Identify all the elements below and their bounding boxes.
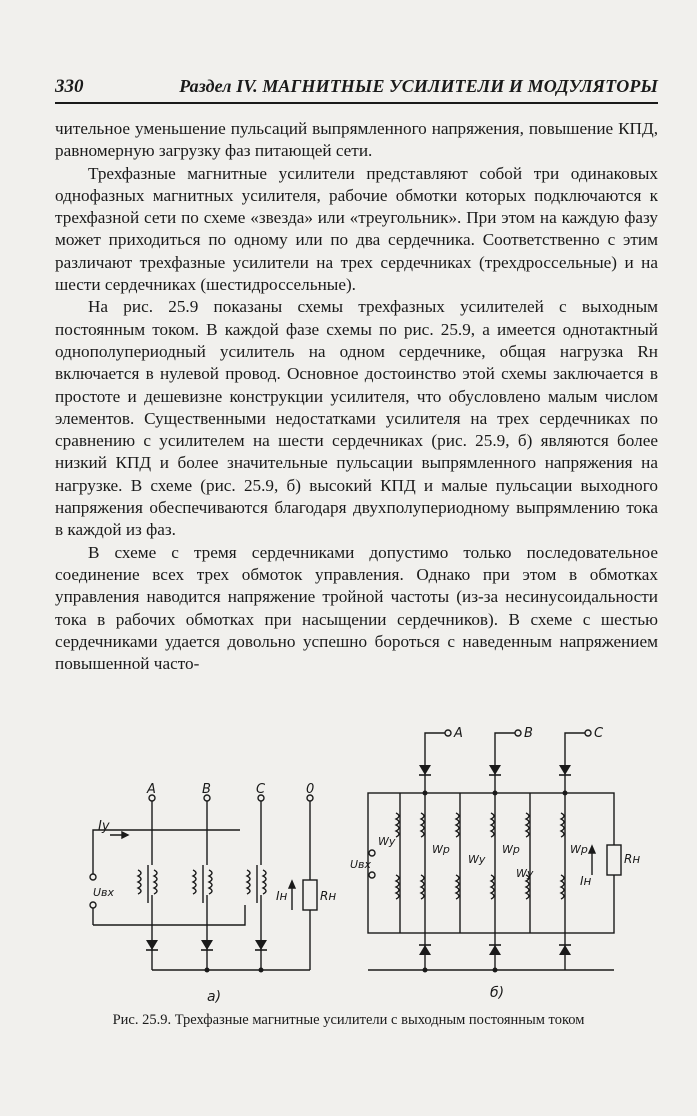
label-phase-a: A [454, 726, 463, 741]
label-neutral: 0 [306, 782, 315, 797]
label-phase-b: B [202, 782, 211, 797]
figure-caption: Рис. 25.9. Трехфазные магнитные усилители с выходным постоянным током [112, 1012, 585, 1028]
label-control-winding: Wy [378, 835, 396, 848]
label-work-winding: Wp [570, 843, 588, 856]
label-control-current: Iy [98, 819, 110, 834]
label-phase-b: B [524, 726, 533, 741]
page-header [55, 76, 658, 104]
diode [559, 945, 571, 955]
circuit-diagrams [0, 705, 697, 1025]
diode [201, 940, 213, 950]
label-load: Rн [624, 852, 641, 866]
label-phase-c: C [256, 782, 266, 797]
diode [146, 940, 158, 950]
label-sub-b: б) [490, 985, 505, 1001]
diode [489, 945, 501, 955]
label-phase-c: C [594, 726, 604, 741]
diode [419, 945, 431, 955]
label-load-current: Iн [580, 874, 592, 888]
paragraph: чительное уменьшение пульсаций выпрямленного напряжения, повышение КПД, равномерную загрузку фаз питающей сети. [55, 119, 658, 161]
diode [489, 765, 501, 775]
label-control-winding: Wy [468, 853, 486, 866]
paragraph: На рис. 25.9 показаны схемы трехфазных усилителей с выходным постоянным током. В каждой фазе схемы по рис. 25.9, а имеется однотактный однополупериодный усилитель на одном сердечнике, общая нагрузка Rн включается в нулевой провод. Основное достоинство этой схемы заключается в простоте и дешевизне конструкции усилителя, что обусловлено малым числом элементов. Существенными недостатками усилителя на трех сердечниках по сравнению с усилителем на шести сердечниках (рис. 25.9, б) являются более низкий КПД и более значительные пульсации выпрямленного напряжения на нагрузке. В схеме (рис. 25.9, б) высокий КПД и малые пульсации выходного напряжения обеспечиваются благодаря двухполупериодному выпрямлению тока в каждой из фаз. [55, 297, 658, 540]
label-load: Rн [320, 889, 337, 903]
label-phase-a: A [147, 782, 156, 797]
label-input-voltage: Uвх [350, 858, 372, 871]
paragraph: В схеме с тремя сердечниками допустимо только последовательное соединение всех трех обмоток управления. Однако при этом в обмотках управления наводится напряжение тройной частоты (из-за несинусоидальности тока в рабочих обмотках при насыщении сердечников). В схеме с шестью сердечниками удается довольно успешно бороться с наведенным напряжением повышенной часто- [55, 542, 658, 674]
diode [255, 940, 267, 950]
body-text [55, 118, 658, 675]
diode [559, 765, 571, 775]
diagram-a-labels [93, 782, 336, 1005]
label-input-voltage: Uвх [93, 886, 115, 899]
label-load-current: Iн [276, 889, 288, 903]
diode [419, 765, 431, 775]
page-number: 330 [55, 76, 84, 97]
running-head: Раздел IV. МАГНИТНЫЕ УСИЛИТЕЛИ И МОДУЛЯТОРЫ [179, 76, 658, 96]
label-control-winding: Wy [516, 867, 534, 880]
label-sub-a: а) [207, 989, 222, 1005]
label-work-winding: Wp [502, 843, 520, 856]
figure-25-9 [0, 705, 697, 1025]
label-work-winding: Wp [432, 843, 450, 856]
paragraph: Трехфазные магнитные усилители представляют собой три одинаковых однофазных магнитных усилителя, рабочие обмотки которых подключаются к трехфазной сети по схеме «звезда» или «треугольник». При этом на каждую фазу может приходиться по одному или по два сердечника. Соответственно с этим различают трехфазные усилители на трех сердечниках (трехдроссельные) и на шести сердечниках (шестидроссельные). [55, 163, 658, 295]
